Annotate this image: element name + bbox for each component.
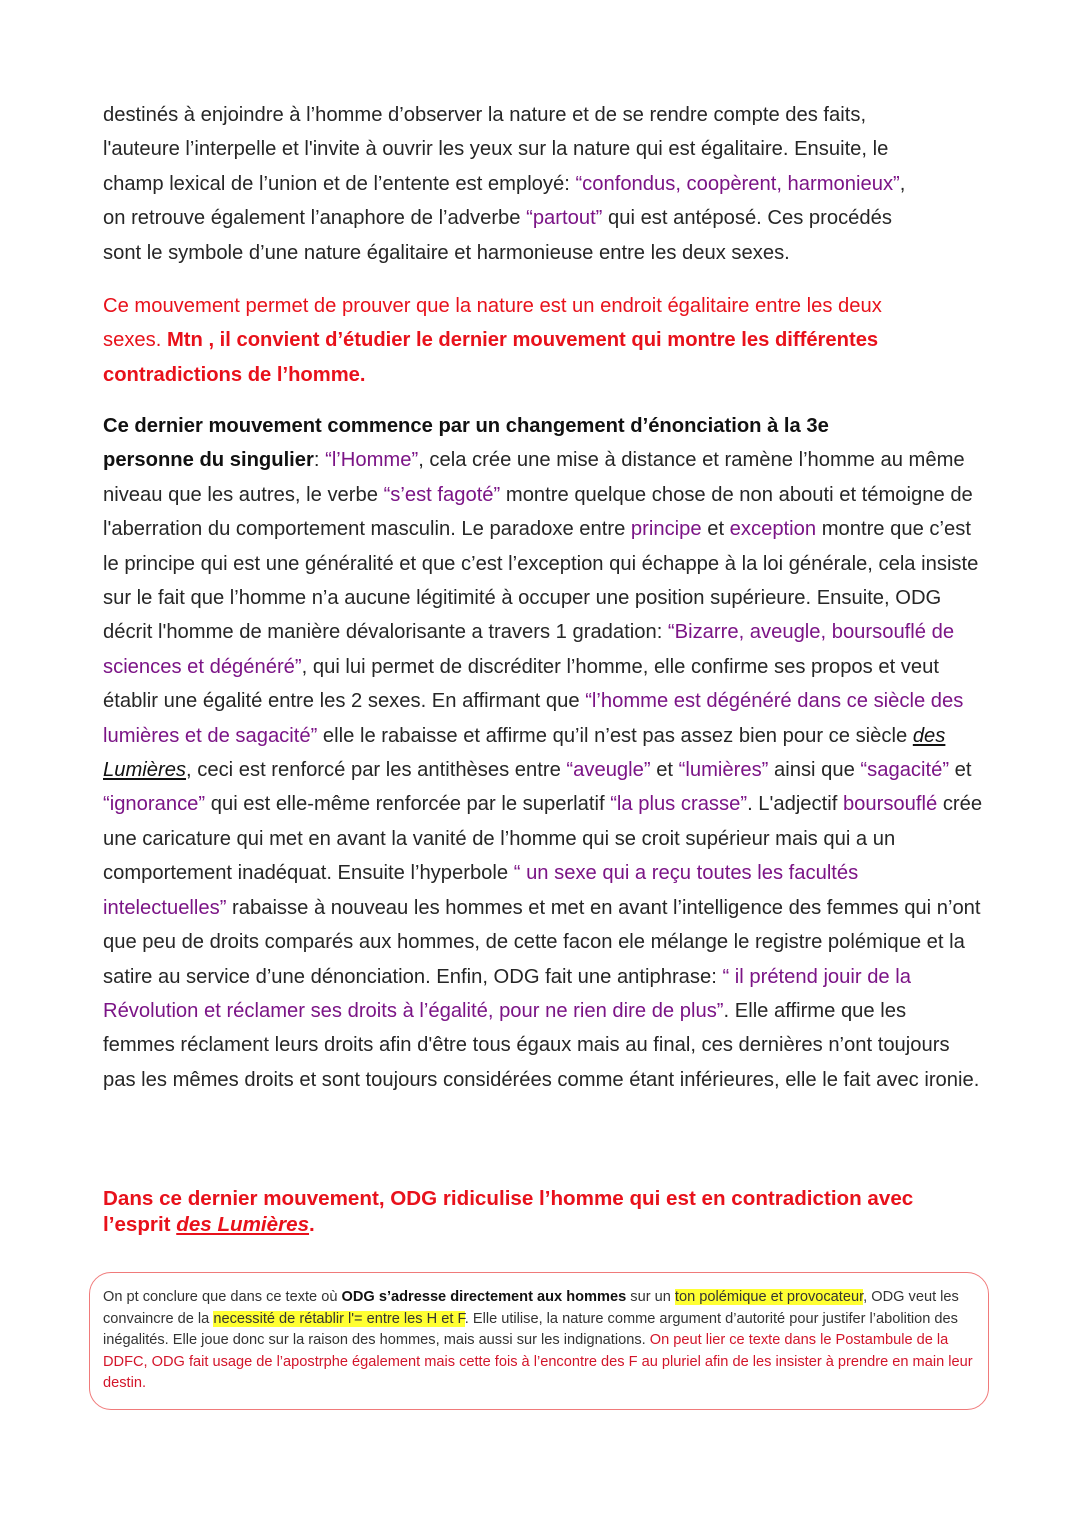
underlined-text: des Lumières xyxy=(103,724,946,782)
conclusion-movement xyxy=(103,1186,983,1238)
text: On pt conclure que dans ce texte où xyxy=(103,1289,342,1305)
quote: “confondus, coopèrent, harmonieux” xyxy=(575,172,900,195)
quote: “l’Homme” xyxy=(325,449,419,472)
highlighted-text: necessité de rétablir l'= entre les H et F xyxy=(213,1310,465,1327)
quote: “sagacité” xyxy=(860,759,950,782)
text: : xyxy=(313,449,326,472)
text: et xyxy=(949,759,972,782)
text: , ceci est renforcé par les antithèses entre xyxy=(186,759,567,782)
text-line: destinés à enjoindre à l’homme d’observer la nature et de se rendre compte des faits, xyxy=(103,104,867,126)
highlighted-text: ton polémique et provocateur xyxy=(674,1289,864,1305)
keyword: exception xyxy=(729,518,817,541)
text: qui est elle-même renforcée par le superlatif xyxy=(205,793,611,816)
quote: “Bizarre, aveugle, boursouflé de sciences et dégénéré” xyxy=(103,621,955,678)
quote: “ un sexe qui a reçu toutes les facultés intelectuelles” xyxy=(103,862,859,919)
text: crée une caricature qui met en avant la vanité de l’homme qui se croit supérieur mais qui a un comportement inadéquat. Ensuite l’hyperbole xyxy=(103,793,983,885)
quote: “aveugle” xyxy=(566,759,651,782)
text: montre que c’est le principe qui est une généralité et que c’est l’exception qui échappe à la loi générale, cela insiste sur le fait que l’homme n’a aucune légitimité à occuper une position supérieure. Ensuite, ODG décrit l'homme de manière dévalorisante a travers 1 gradation: xyxy=(103,518,979,644)
conclusion-box-text xyxy=(103,1287,983,1395)
text: . Elle affirme que les femmes réclament leurs droits afin d'être tous égaux mais au final, ces dernières n’ont toujours pas les mêmes droits et sont toujours considérées comme étant inférieures, elle le fait avec ironie. xyxy=(103,999,980,1091)
quote: “lumières” xyxy=(678,759,769,782)
bold-text: Ce dernier mouvement commence par un changement d’énonciation à la 3e xyxy=(103,415,829,437)
text-line: qui est antéposé. Ces procédés xyxy=(602,207,892,230)
keyword: principe xyxy=(630,518,702,541)
text: sur un xyxy=(626,1289,675,1305)
text: rabaisse à nouveau les hommes et met en avant l’intelligence des femmes qui n’ont que peu de droits comparés aux hommes, de cette facon ele mélange le registre polémique et la satire au service d’une dénonciation. Enfin, ODG fait une antiphrase: xyxy=(103,896,981,988)
text-line: champ lexical de l’union et de l’entente est employé: xyxy=(103,172,576,195)
text: . xyxy=(309,1213,315,1236)
text: et xyxy=(650,759,679,782)
text: , ODG veut les convaincre de la xyxy=(103,1289,959,1327)
text-line: , xyxy=(899,172,906,195)
quote: “la plus crasse” xyxy=(610,793,748,816)
text-line: on retrouve également l’anaphore de l’adverbe xyxy=(103,207,527,230)
quote: “ignorance” xyxy=(103,793,206,816)
quote: “partout” xyxy=(526,207,603,230)
bold-text: personne du singulier xyxy=(103,449,314,472)
quote: “ il prétend jouir de la Révolution et réclamer ses droits à l’égalité, pour ne rien dire de plus” xyxy=(103,965,911,1022)
text: , qui lui permet de discréditer l’homme, elle confirme ses propos et veut établir une égalité entre les 2 sexes. En affirmant que xyxy=(103,655,939,713)
text-line: Ce mouvement permet de prouver que la nature est un endroit égalitaire entre les deux xyxy=(103,295,882,317)
text: montre quelque chose de non abouti et témoigne de l'aberration du comportement masculin. Le paradoxe entre xyxy=(103,483,973,541)
text: , cela crée une mise à distance et ramène l’homme au même niveau que les autres, le verbe xyxy=(103,449,965,506)
text-line: sexes. xyxy=(103,329,167,352)
transition-paragraph xyxy=(103,289,983,392)
red-text: On peut lier ce texte dans le Postambule de la DDFC, ODG fait usage de l’apostrphe également mais cette fois à l’encontre des F au pluriel afin de les insister à prendre en main leur destin. xyxy=(103,1332,973,1391)
text: et xyxy=(701,518,730,541)
bold-text: ODG s’adresse directement aux hommes xyxy=(341,1289,627,1305)
quote: “l’homme est dégénéré dans ce siècle des lumières et de sagacité” xyxy=(103,690,964,747)
text: elle le rabaisse et affirme qu’il n’est pas assez bien pour ce siècle xyxy=(317,724,913,747)
text: . L'adjectif xyxy=(747,793,843,816)
text: . Elle utilise, la nature comme argument d’autorité pour justifer l’abolition des inégalités. Elle joue donc sur la raison des hommes, mais aussi sur les indignations. xyxy=(103,1310,958,1348)
underlined-text: des Lumières xyxy=(176,1213,310,1236)
bold-text: Mtn , il convient d’étudier le dernier mouvement qui montre les différentes xyxy=(166,329,879,352)
text-line: sont le symbole d’une nature égalitaire et harmonieuse entre les deux sexes. xyxy=(103,241,790,264)
text: Dans ce dernier mouvement, ODG ridiculise l’homme qui est en contradiction avec l’esprit xyxy=(103,1187,914,1236)
quote: “s’est fagoté” xyxy=(383,483,501,506)
keyword: boursouflé xyxy=(842,793,938,816)
text-line: l'auteure l’interpelle et l'invite à ouvrir les yeux sur la nature qui est égalitaire. Ensuite, le xyxy=(103,138,889,161)
paragraph-nature-equality xyxy=(103,98,983,270)
bold-text: contradictions de l’homme. xyxy=(103,363,366,386)
text: ainsi que xyxy=(768,759,861,782)
paragraph-last-movement xyxy=(103,409,983,1097)
